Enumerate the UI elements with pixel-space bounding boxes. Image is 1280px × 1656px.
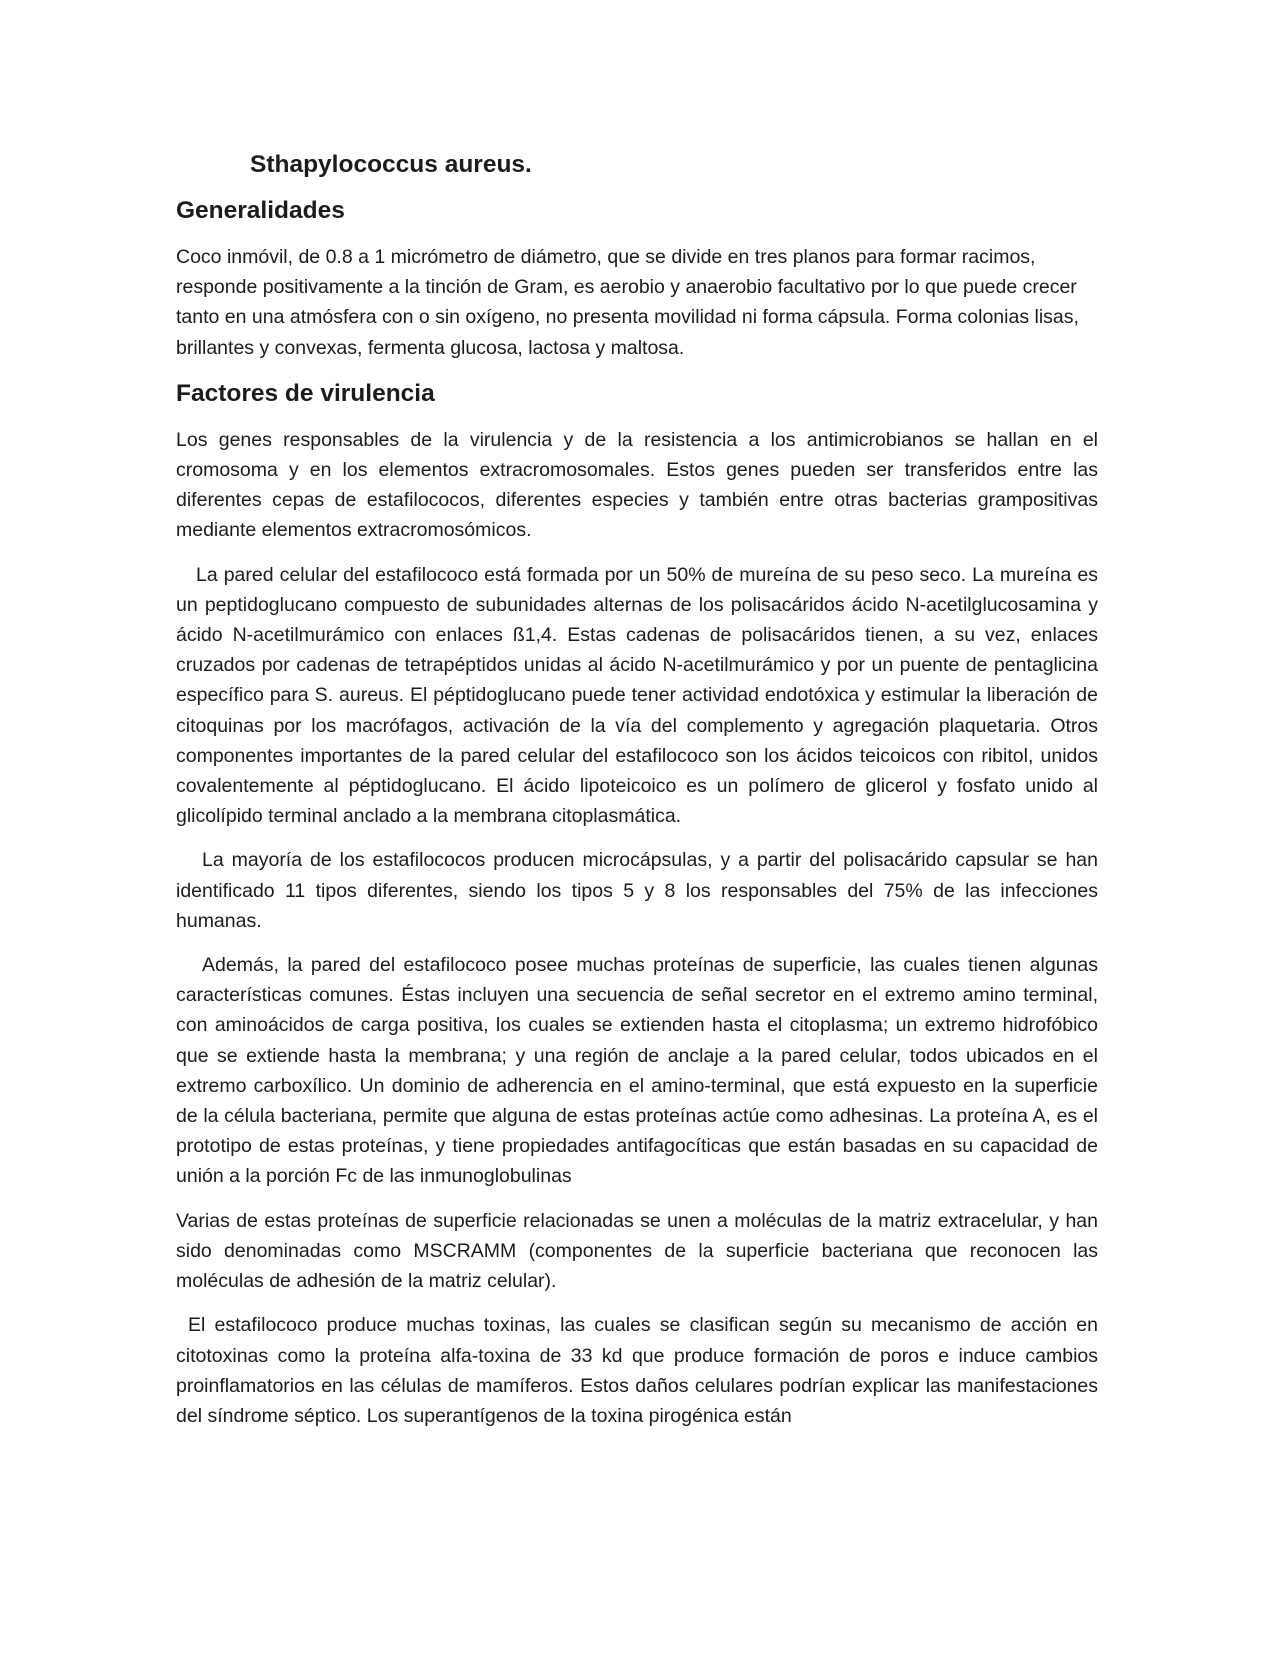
paragraph-microcapsulas: La mayoría de los estafilococos producen microcápsulas, y a partir del polisacárido capsular se han identificado 11 tipos diferentes, siendo los tipos 5 y 8 los responsables del 75% de las infecciones humanas.	[176, 849, 1098, 932]
paragraph-pared-celular: La pared celular del estafilococo está formada por un 50% de mureína de su peso seco. La mureína es un peptidoglucano compuesto de subunidades alternas de los polisacáridos ácido N-acetilglucosamina y ácido N-acetilmurámico con enlaces ß1,4. Estas cadenas de polisacáridos tienen, a su vez, enlaces cruzados por cadenas de tetrapéptidos unidas al ácido N-acetilmurámico y por un puente de pentaglicina específico para S. aureus. El péptidoglucano puede tener actividad endotóxica y estimular la liberación de citoquinas por los macrófagos, activación de la vía del complemento y agregación plaquetaria. Otros componentes importantes de la pared celular del estafilococo son los ácidos teicoicos con ribitol, unidos covalentemente al péptidoglucano. El ácido lipoteicoico es un polímero de glicerol y fosfato unido al glicolípido terminal anclado a la membrana citoplasmática.	[176, 563, 1098, 828]
document-title: Sthapylococcus aureus.	[250, 151, 532, 178]
paragraph-generalidades: Coco inmóvil, de 0.8 a 1 micrómetro de diámetro, que se divide en tres planos para formar racimos, responde positivamente a la tinción de Gram, es aerobio y anaerobio facultativo por lo que puede crecer tanto en una atmósfera con o sin oxígeno, no presenta movilidad ni forma cápsula. Forma colonias lisas, brillantes y convexas, fermenta glucosa, lactosa y maltosa.	[176, 246, 1079, 359]
paragraph-genes: Los genes responsables de la virulencia y de la resistencia a los antimicrobianos se hallan en el cromosoma y en los elementos extracromosomales. Estos genes pueden ser transferidos entre las diferentes cepas de estafilococos, diferentes especies y también entre otras bacterias grampositivas mediante elementos extracromosómicos.	[176, 428, 1098, 542]
section-heading-factores-de-virulencia: Factores de virulencia	[176, 379, 435, 407]
section-heading-generalidades: Generalidades	[176, 197, 345, 224]
document-page	[176, 148, 1098, 1445]
paragraph-proteinas-superficie: Además, la pared del estafilococo posee muchas proteínas de superficie, las cuales tienen algunas características comunes. Éstas incluyen una secuencia de señal secretor en el extremo amino terminal, con aminoácidos de carga positiva, los cuales se extienden hasta el citoplasma; un extremo hidrofóbico que se extiende hasta la membrana; y una región de anclaje a la pared celular, todos ubicados en el extremo carboxílico. Un dominio de adherencia en el amino-terminal, que está expuesto en la superficie de la célula bacteriana, permite que alguna de estas proteínas actúe como adhesinas. La proteína A, es el prototipo de estas proteínas, y tiene propiedades antifagocíticas que están basadas en su capacidad de unión a la porción Fc de las inmunoglobulinas	[176, 954, 1098, 1188]
paragraph-toxinas: El estafilococo produce muchas toxinas, las cuales se clasifican según su mecanismo de acción en citotoxinas como la proteína alfa-toxina de 33 kd que produce formación de poros e induce cambios proinflamatorios en las células de mamíferos. Estos daños celulares podrían explicar las manifestaciones del síndrome séptico. Los superantígenos de la toxina pirogénica están	[176, 1314, 1098, 1427]
paragraph-mscramm: Varias de estas proteínas de superficie relacionadas se unen a moléculas de la matriz extracelular, y han sido denominadas como MSCRAMM (componentes de la superficie bacteriana que reconocen las moléculas de adhesión de la matriz celular).	[176, 1209, 1098, 1293]
